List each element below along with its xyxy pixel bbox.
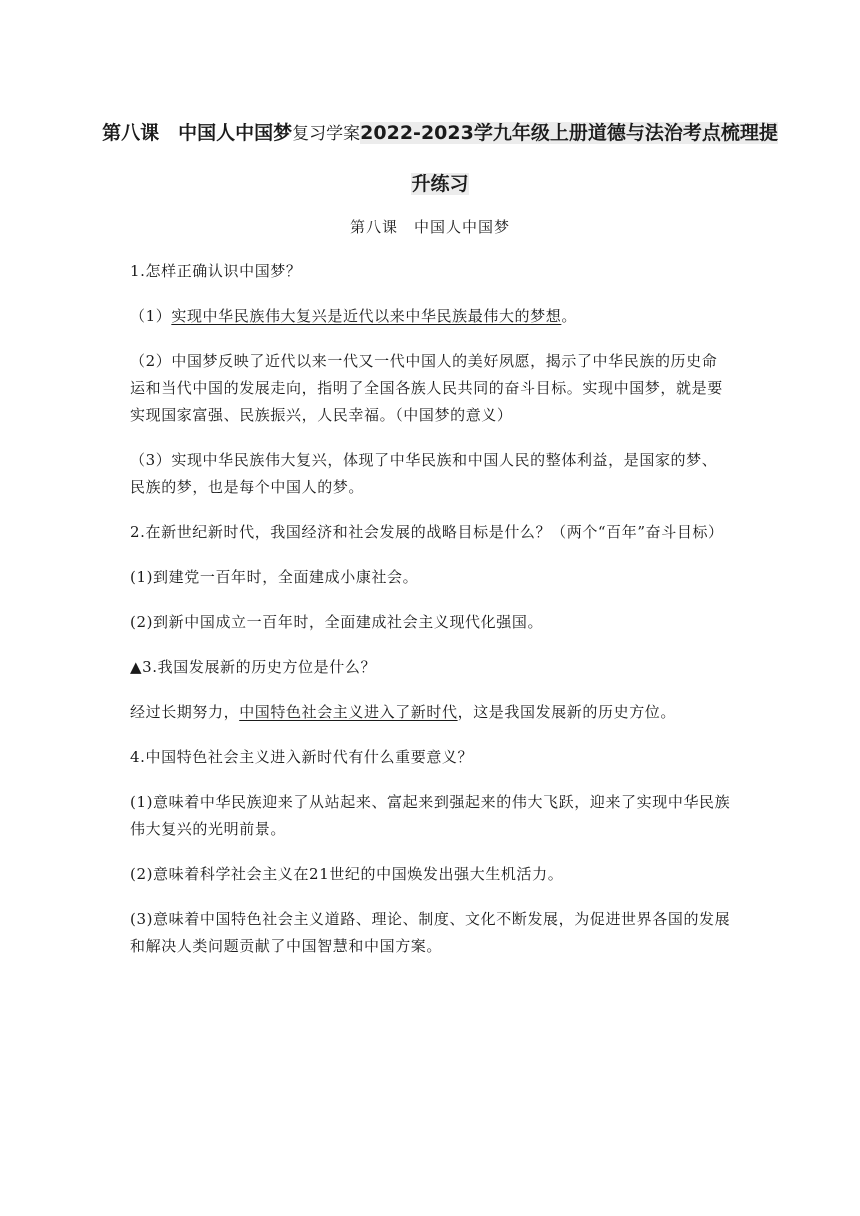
- question-4: 4.中国特色社会主义进入新时代有什么重要意义？: [130, 748, 474, 766]
- underlined-text: 中国特色社会主义进入了新时代: [239, 703, 458, 721]
- title-lesson: 第八课 中国人中国梦: [102, 122, 293, 144]
- document-title: [100, 108, 780, 210]
- question-2-answer-1: (1)到建党一百年时，全面建成小康社会。: [130, 568, 419, 586]
- lesson-subtitle: 第八课 中国人中国梦: [349, 218, 510, 236]
- answer-prefix: 经过长期努力，: [130, 703, 240, 721]
- document-body: [130, 258, 732, 978]
- question-3: ▲3.我国发展新的历史方位是什么？: [130, 658, 377, 676]
- question-1: 1.怎样正确认识中国梦？: [130, 262, 302, 280]
- question-2: 2.在新世纪新时代，我国经济和社会发展的战略目标是什么？（两个“百年”奋斗目标）: [130, 523, 724, 541]
- question-3-answer: [130, 699, 732, 726]
- answer-suffix: 。: [561, 307, 577, 325]
- question-2-answer-2: (2)到新中国成立一百年时，全面建成社会主义现代化强国。: [130, 613, 544, 631]
- question-4-answer-3: (3)意味着中国特色社会主义道路、理论、制度、文化不断发展，为促进世界各国的发展和解决人类问题贡献了中国智慧和中国方案。: [130, 910, 731, 955]
- question-4-answer-1: (1)意味着中华民族迎来了从站起来、富起来到强起来的伟大飞跃，迎来了实现中华民族伟大复兴的光明前景。: [130, 793, 731, 838]
- question-1-answer-2: （2）中国梦反映了近代以来一代又一代中国人的美好夙愿，揭示了中华民族的历史命运和当代中国的发展走向，指明了全国各族人民共同的奋斗目标。实现中国梦，就是要实现国家富强、民族振兴，人民幸福。（中国梦的意义）: [130, 352, 723, 424]
- title-review: 复习学案: [292, 124, 361, 144]
- answer-suffix: ，这是我国发展新的历史方位。: [457, 703, 677, 721]
- question-1-answer-1: [130, 303, 732, 330]
- question-4-answer-2: (2)意味着科学社会主义在21世纪的中国焕发出强大生机活力。: [130, 865, 564, 883]
- question-1-answer-3: （3）实现中华民族伟大复兴，体现了中华民族和中国人民的整体利益，是国家的梦、民族的梦，也是每个中国人的梦。: [130, 451, 718, 496]
- underlined-text: 实现中华民族伟大复兴是近代以来中华民族最伟大的梦想: [171, 307, 562, 325]
- answer-number: （1）: [130, 307, 172, 325]
- title-highlighted: 2022-2023学九年级上册道德与法治考点梳理提升练习: [360, 122, 778, 195]
